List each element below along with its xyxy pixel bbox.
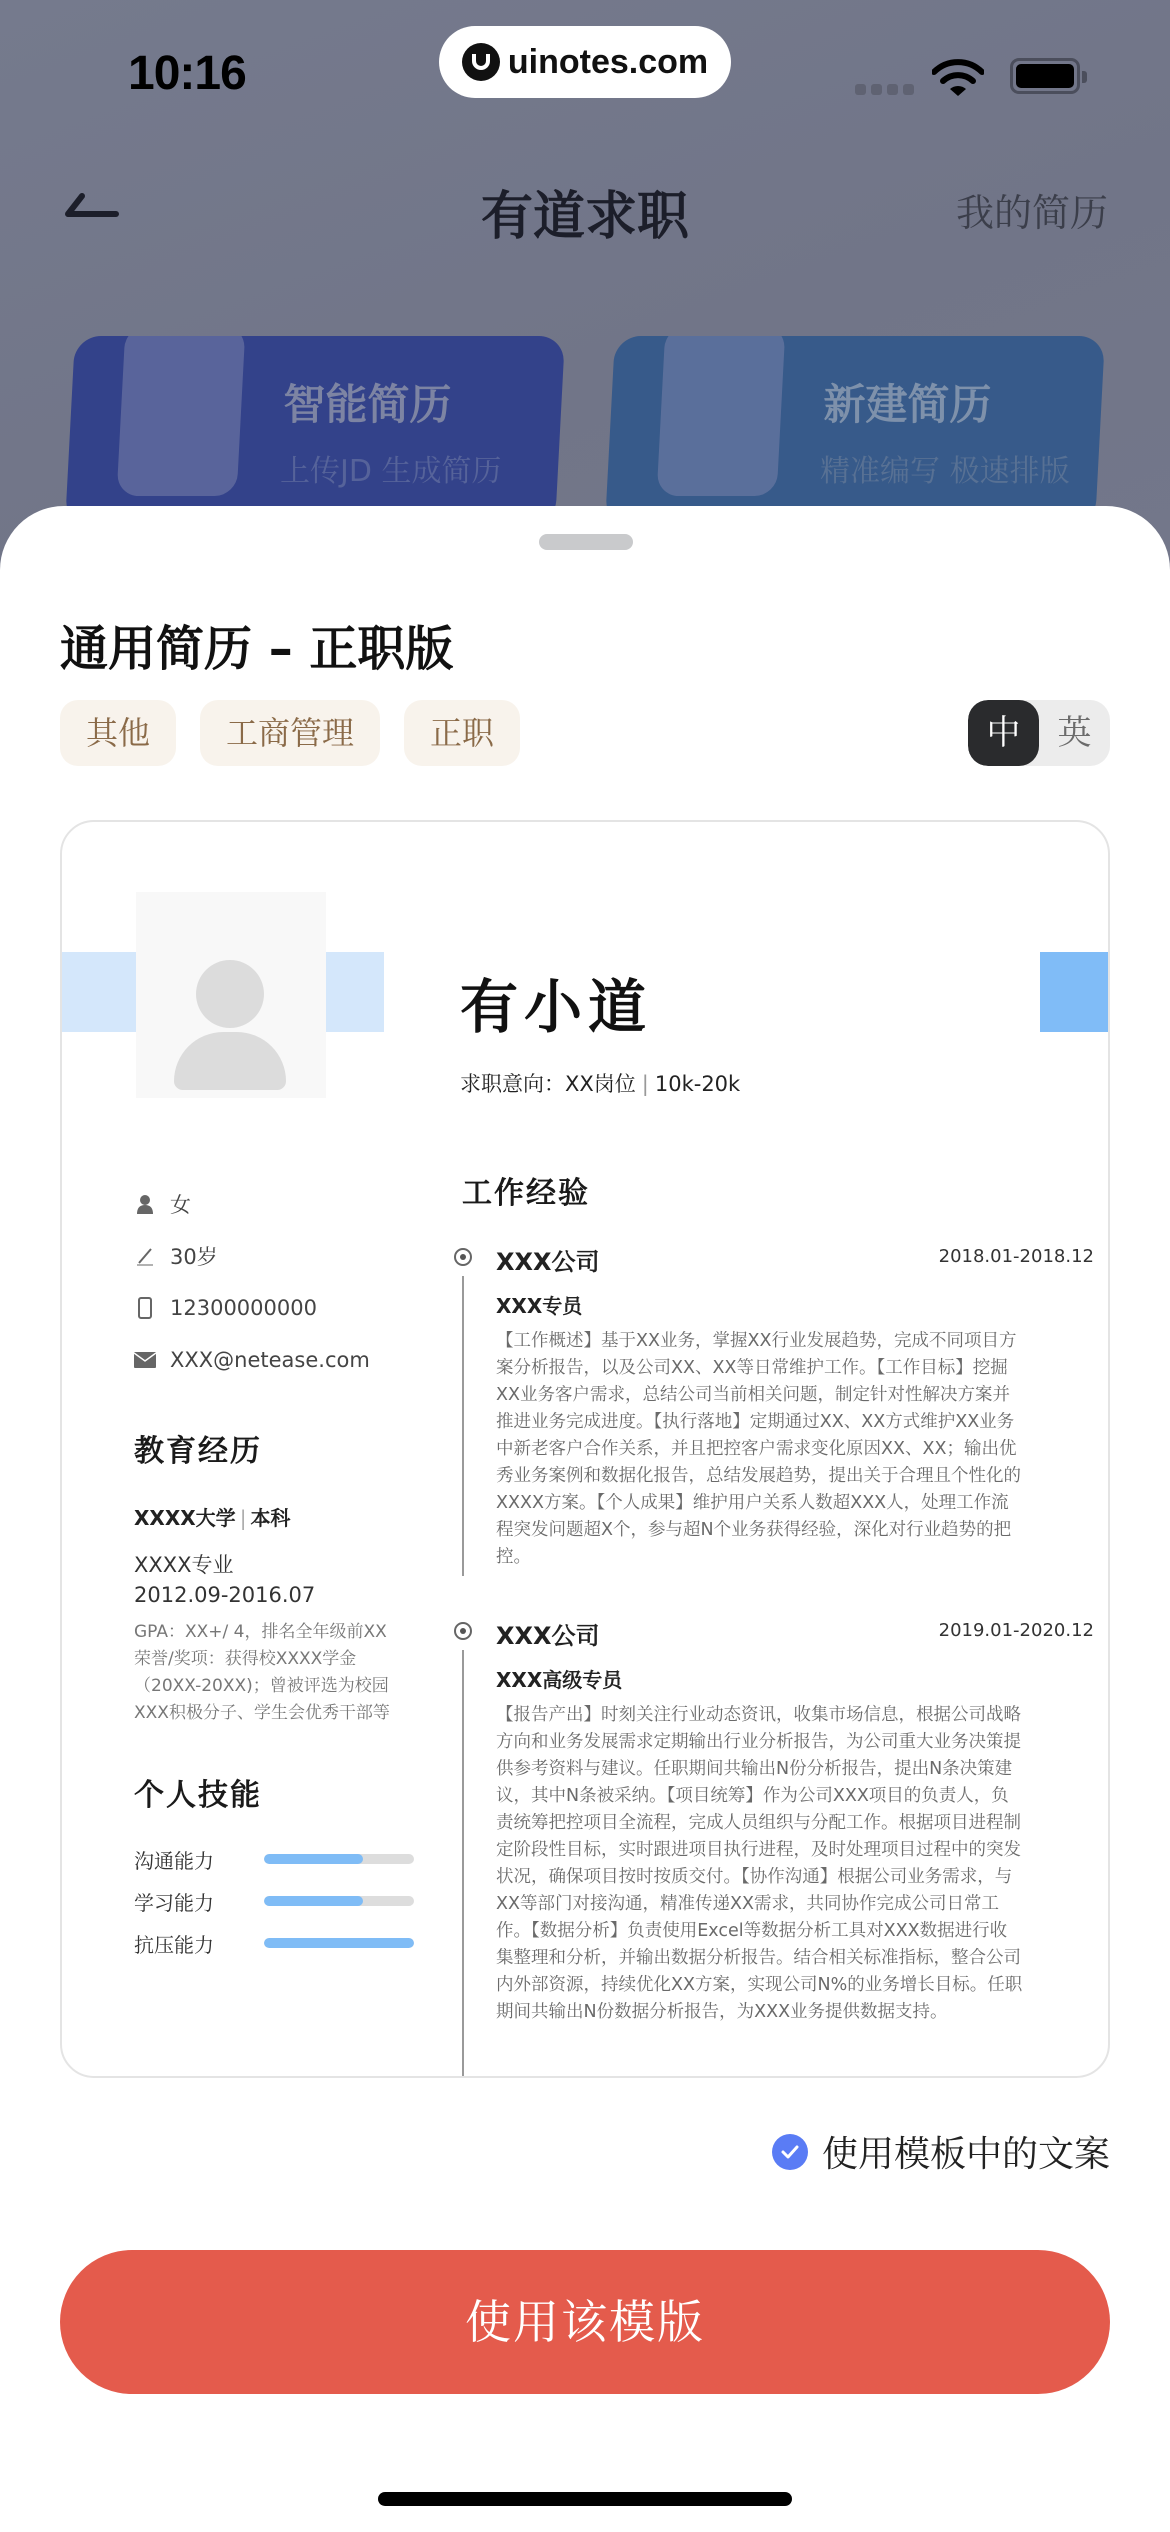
status-time: 10:16 — [128, 47, 246, 100]
page-title: 有道求职 — [480, 187, 689, 247]
lang-chinese-option[interactable]: 中 — [968, 700, 1039, 766]
background-page — [0, 0, 1170, 560]
tag-fulltime: 正职 — [404, 700, 520, 766]
new-resume-card[interactable] — [605, 336, 1105, 526]
uinotes-logo-icon — [462, 43, 500, 81]
my-resume-link[interactable]: 我的简历 — [955, 191, 1108, 235]
home-indicator[interactable] — [378, 2492, 792, 2506]
header-band-right — [1040, 952, 1108, 1032]
job-intent-position: 求职意向：XX岗位 — [460, 1072, 636, 1096]
job-description: 【报告产出】时刻关注行业动态资讯，收集市场信息，根据公司战略方向和业务发展需求定期输出行业分析报告，为公司重大业务决策提供参考资料与建议。任职期间共输出N份分析报告，提出N条决策建议，其中N条被采纳。【项目统筹】作为公司XXX项目的负责人，负责统筹把控项目全流程，完成人员组织与分配工作。根据项目进程制定阶段性目标，实时跟进项目执行进程，及时处理项目过程中的突发状况，确保项目按时按质交付。【协作沟通】根据公司业务需求，与XX等部门对接沟通，精准传递XX需求，共同协作完成公司日常工作。【数据分析】负责使用Excel等数据分析工具对XXX数据进行收集整理和分析，并输出数据分析报告。结合相关标准指标，整合公司内外部资源，持续优化XX方案，实现公司N%的业务增长目标。任职期间共输出N份数据分析报告，为XXX业务提供数据支持。 — [496, 1705, 1023, 2022]
smart-resume-subtitle: 上传JD 生成简历 — [280, 454, 502, 489]
nav-bar — [0, 160, 1170, 250]
resume-preview[interactable] — [60, 820, 1110, 2078]
timeline-dot-icon — [454, 1248, 472, 1266]
job-description: 【工作概述】基于XX业务，掌握XX行业发展趋势，完成不同项目方案分析报告，以及公司XX、XX等日常维护工作。【工作目标】挖掘XX业务客户需求，总结公司当前相关问题，制定针对性解决方案并推进业务完成进度。【执行落地】定期通过XX、XX方式维护XX业务中新老客户合作关系，并且把控客户需求变化原因XX、XX；输出优秀业务案例和数据化报告，总结发展趋势，提出关于合理且个性化的XXXX方案。【个人成果】维护用户关系人数超XXX人，处理工作流程突发问题超X个，参与超N个业务获得经验，深化对行业趋势的把控。 — [496, 1331, 1021, 1567]
timeline-line — [462, 1650, 464, 2078]
info-phone: 12300000000 — [134, 1282, 370, 1334]
job-entry — [454, 1242, 1094, 1582]
skill-item: 沟通能力 — [134, 1838, 414, 1880]
company-name: XXX公司 — [496, 1622, 600, 1650]
use-template-copy-checkbox[interactable] — [772, 2126, 1110, 2177]
watermark-text: uinotes.com — [507, 42, 709, 81]
timeline-line — [462, 1276, 464, 1576]
skill-bar — [264, 1938, 414, 1948]
timeline-dot-icon — [454, 1622, 472, 1640]
smart-resume-title: 智能简历 — [283, 380, 452, 429]
job-intent-salary: 10k-20k — [654, 1072, 741, 1096]
info-gender: 女 — [134, 1178, 370, 1230]
smart-resume-card[interactable] — [65, 336, 565, 526]
new-resume-title: 新建简历 — [823, 380, 992, 429]
education-heading: 教育经历 — [134, 1434, 262, 1469]
pen-icon — [134, 1245, 156, 1267]
school-name: XXXX大学 — [134, 1506, 236, 1530]
cellular-signal-icon — [855, 84, 914, 95]
use-template-copy-label: 使用模板中的文案 — [821, 2134, 1110, 2175]
job-period: 2019.01-2020.12 — [938, 1620, 1094, 1641]
info-email: XXX@netease.com — [134, 1334, 370, 1386]
drag-handle[interactable] — [539, 534, 633, 550]
person-icon — [134, 1193, 156, 1215]
job-role: XXX专员 — [496, 1294, 583, 1318]
job-period: 2018.01-2018.12 — [938, 1246, 1094, 1267]
job-entry — [454, 1616, 1094, 2076]
degree: 本科 — [250, 1506, 291, 1530]
status-bar — [0, 0, 1170, 140]
phone-icon — [134, 1297, 156, 1319]
job-intent — [460, 1068, 740, 1098]
education-entry: XXXX大学 | 本科 XXXX专业 2012.09-2016.07 GPA：XX+/ 4，排名全年级前XX 荣誉/奖项：获得校XXXX学金（20XX-20XX)；曾被评选为校园XXX积极分子、学生会优秀干部等 — [134, 1502, 404, 1727]
education-detail: GPA：XX+/ 4，排名全年级前XX 荣誉/奖项：获得校XXXX学金（20XX-20XX)；曾被评选为校园XXX积极分子、学生会优秀干部等 — [134, 1622, 390, 1723]
work-heading: 工作经验 — [462, 1176, 590, 1211]
template-tags — [60, 700, 520, 766]
company-name: XXX公司 — [496, 1248, 600, 1276]
skill-item: 抗压能力 — [134, 1922, 414, 1964]
avatar-placeholder — [136, 892, 326, 1098]
wifi-icon — [932, 58, 984, 98]
language-toggle[interactable] — [968, 700, 1110, 766]
major: XXXX专业 — [134, 1553, 234, 1577]
mail-icon — [134, 1349, 156, 1371]
lang-english-option[interactable]: 英 — [1057, 713, 1092, 753]
intent-separator: | — [641, 1072, 649, 1096]
template-bottom-sheet — [0, 506, 1170, 2532]
skills-list — [134, 1838, 414, 1964]
job-role: XXX高级专员 — [496, 1668, 623, 1692]
skill-bar — [264, 1854, 414, 1864]
info-age: 30岁 — [134, 1230, 370, 1282]
tag-business-admin: 工商管理 — [200, 700, 380, 766]
education-dates: 2012.09-2016.07 — [134, 1583, 316, 1607]
skill-item: 学习能力 — [134, 1880, 414, 1922]
scroll-document-icon — [117, 336, 246, 496]
tag-other: 其他 — [60, 700, 176, 766]
use-template-button[interactable]: 使用该模版 — [60, 2250, 1110, 2394]
battery-icon — [1010, 58, 1080, 94]
skill-bar — [264, 1896, 414, 1906]
profile-envelope-icon — [657, 336, 786, 496]
checkmark-icon[interactable] — [772, 2134, 808, 2170]
new-resume-subtitle: 精准编写 极速排版 — [820, 454, 1070, 489]
resume-name: 有小道 — [460, 973, 653, 1041]
template-title: 通用简历 – 正职版 — [60, 621, 454, 677]
personal-info — [134, 1178, 370, 1386]
skills-heading: 个人技能 — [134, 1778, 262, 1813]
watermark-badge — [439, 26, 731, 98]
